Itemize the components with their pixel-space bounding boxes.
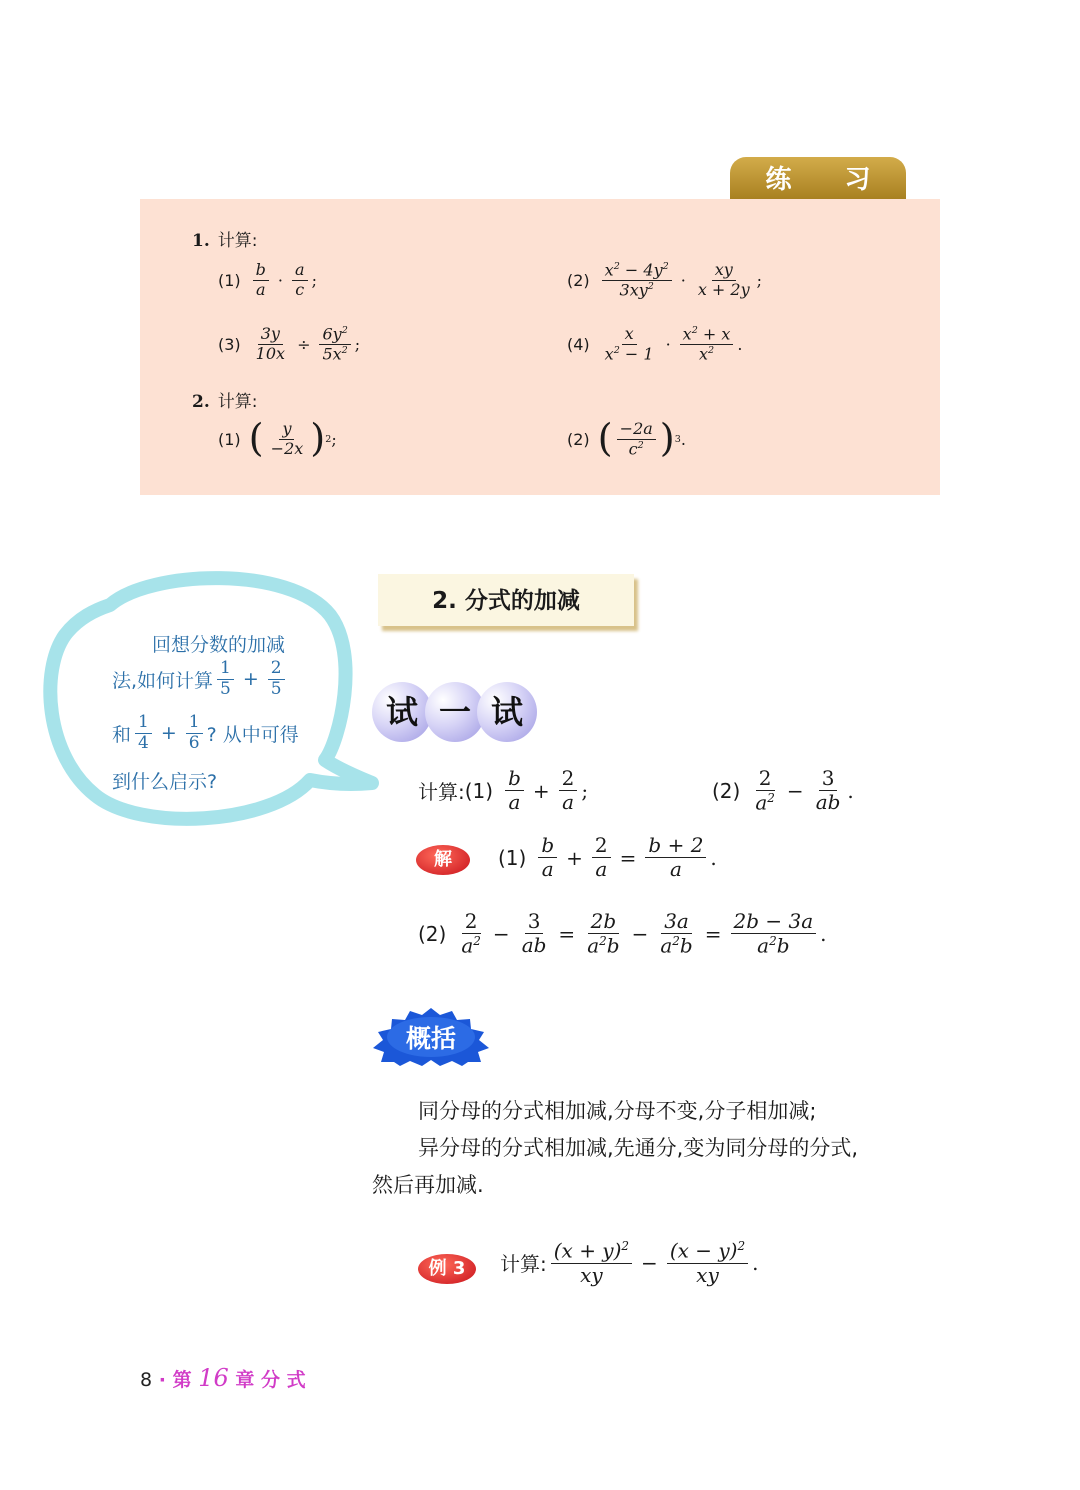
practice-item-1-1: (1) $\frac{b}{a}$ · $\frac{a}{c}$ ; <box>218 260 317 299</box>
bubble-line-3: 和 $\frac{1}{4}$ + $\frac{1}{6}$ ? 从中可得 <box>112 712 299 753</box>
practice-item-2-2: (2) ( $\frac{-2a}{c^2}$ ) 3 . <box>567 416 686 461</box>
bubble-line-1: 回想分数的加减 <box>152 634 286 656</box>
practice-tab: 练 习 <box>730 157 906 201</box>
practice-item-1-2: (2) $\frac{x^2 - 4y^2}{3xy^2}$ · $\frac{xy}{x + 2y}$ ; <box>567 260 763 300</box>
exercise-line-2: (2) $\frac{2}{a^2}$ − $\frac{3}{ab}$ . <box>712 766 854 815</box>
solution-line-1: (1) $\frac{b}{a}$ + $\frac{2}{a}$ = $\frac{b + 2}{a}$ . <box>498 833 717 881</box>
summary-badge: 概括 <box>405 1024 456 1053</box>
summary-line-2: 异分母的分式相加减,先通分,变为同分母的分式, <box>418 1136 859 1160</box>
example-line: 计算: $\frac{(x + y)^2}{xy}$ − $\frac{(x - y)^2}{xy}$ . <box>500 1238 759 1287</box>
page-footer: 8 · 第 16 章 分 式 <box>140 1364 306 1392</box>
section-title: 2. 分式的加减 <box>378 574 634 626</box>
try-it-char-3: 试 <box>477 682 537 742</box>
summary-line-3: 然后再加减. <box>372 1173 484 1197</box>
summary-line-1: 同分母的分式相加减,分母不变,分子相加减; <box>418 1099 817 1123</box>
bubble-line-2: 法,如何计算 $\frac{1}{5}$ + $\frac{2}{5}$ <box>112 660 289 699</box>
example-badge: 例 3 <box>418 1254 476 1284</box>
thought-bubble <box>40 570 380 840</box>
bubble-line-4: 到什么启示? <box>112 771 218 793</box>
exercise-line-1: 计算: (1) $\frac{b}{a}$ + $\frac{2}{a}$ ; <box>418 766 589 814</box>
try-it-char-1: 试 <box>372 682 432 742</box>
solution-line-2: (2) $\frac{2}{a^2}$ − $\frac{3}{ab}$ = $\frac{2b}{a^2b}$ − $\frac{3a}{a^2b}$ = $\frac{2b - 3a}{a^2b}$ . <box>418 909 827 958</box>
solution-badge: 解 <box>416 845 470 875</box>
practice-question-2: 2. 计算: <box>192 392 258 412</box>
try-it-char-2: 一 <box>425 682 485 742</box>
practice-item-2-1: (1) ( $\frac{y}{-2x}$ ) 2 ; <box>218 416 337 461</box>
practice-item-1-3: (3) $\frac{3y}{10x}$ ÷ $\frac{6y^2}{5x^2}$ ; <box>218 324 361 364</box>
practice-question-1: 1. 计算: <box>192 231 258 251</box>
practice-item-1-4: (4) $\frac{x}{x^2 - 1}$ · $\frac{x^2 + x}{x^2}$ . <box>567 324 743 364</box>
